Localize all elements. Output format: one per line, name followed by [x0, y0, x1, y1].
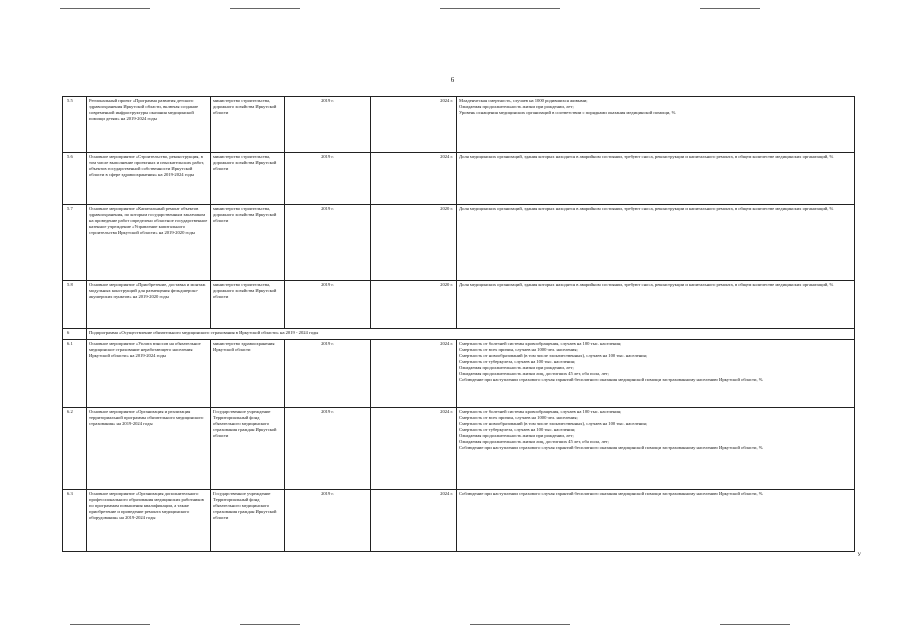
- end-year: 2020 г.: [371, 281, 457, 329]
- indicators: Доля медицинских организаций, здания которых находятся в аварийном состоянии, требуют сноса, реконструкции и капитального ремонта, в общем количестве медицинских организаций, %: [457, 281, 855, 329]
- table-row: [63, 340, 855, 408]
- indicators: Смертность от болезней системы кровообращения, случаев на 100 тыс. населения; Смертность от всех причин, случаев на 1000 чел. населения; Смертность от новообразований (в том числе злокачественных), случаев на 100 тыс. населения; Смертность от туберкулеза, случаев на 100 тыс. населения; Ожидаемая продолжительность жизни при рождении, лет; Ожидаемая продолжительность жизни лиц, достигших 45 лет, оба пола, лет; Соблюдение при наступлении страхового случая гарантий бесплатного оказания медицинской помощи застрахованному населению Иркутской области, %: [457, 408, 855, 490]
- row-number: 5.6: [63, 153, 87, 205]
- row-number: 6.3: [63, 490, 87, 552]
- start-year: 2019 г.: [285, 340, 371, 408]
- subprogram-row: [63, 329, 855, 340]
- end-year: 2024 г.: [371, 408, 457, 490]
- table-row: [63, 97, 855, 153]
- subprogram-title: Подпрограмма «Осуществление обязательного медицинского страхования в Иркутской области» на 2019 - 2024 годы: [87, 329, 855, 340]
- activity-name: Основное мероприятие «Строительство, реконструкция, в том числе выполнение проектных и изыскательских работ, объектов государственной собственности Иркутской области в сфере здравоохранения» на 2019-2024 годы: [87, 153, 211, 205]
- row-number: 5.8: [63, 281, 87, 329]
- indicators: Младенческая смертность, случаев на 1000 родившихся живыми; Ожидаемая продолжительность жизни при рождении, лет; Уровень оснащения медицинских организаций в соответствии с порядками оказания медицинской помощи, %: [457, 97, 855, 153]
- activity-name: Основное мероприятие «Приобретение, доставка и монтаж модульных конструкций для размещения фельдшерско-акушерских пунктов» на 2019-2020 годы: [87, 281, 211, 329]
- indicators: Смертность от болезней системы кровообращения, случаев на 100 тыс. населения; Смертность от всех причин, случаев на 1000 чел. населения; Смертность от новообразований (в том числе злокачественных), случаев на 100 тыс. населения; Смертность от туберкулеза, случаев на 100 тыс. населения; Ожидаемая продолжительность жизни при рождении, лет; Ожидаемая продолжительность жизни лиц, достигших 45 лет, оба пола, лет; Соблюдение при наступлении страхового случая гарантий бесплатного оказания медицинской помощи застрахованному населению Иркутской области, %: [457, 340, 855, 408]
- start-year: 2019 г.: [285, 205, 371, 281]
- scan-artifact-line: [700, 8, 760, 9]
- activity-name: Основное мероприятие «Капитальный ремонт объектов здравоохранения, по которым государственным заказчиком на проведение работ определено областное государственное казенное учреждение «Управление капитального строительства Иркутской области» на 2019-2020 годы: [87, 205, 211, 281]
- activity-name: Региональный проект «Программа развития детского здравоохранения Иркутской области, включая создание современной инфраструктуры оказания медицинской помощи детям» на 2019-2024 годы: [87, 97, 211, 153]
- scan-artifact-line: [240, 624, 300, 625]
- scan-artifact-line: [60, 8, 150, 9]
- start-year: 2019 г.: [285, 97, 371, 153]
- executor: Государственное учреждение Территориальный фонд обязательного медицинского страхования граждан Иркутской области: [211, 490, 285, 552]
- start-year: 2019 г.: [285, 408, 371, 490]
- executor: министерство здравоохранения Иркутской области: [211, 340, 285, 408]
- executor: министерство строительства, дорожного хозяйства Иркутской области: [211, 281, 285, 329]
- start-year: 2019 г.: [285, 281, 371, 329]
- program-table: [62, 96, 855, 552]
- executor: министерство строительства, дорожного хозяйства Иркутской области: [211, 205, 285, 281]
- table-row: [63, 490, 855, 552]
- activity-name: Основное мероприятие «Организация и реализация территориальной программы обязательного медицинского страхования» на 2019-2024 годы: [87, 408, 211, 490]
- start-year: 2019 г.: [285, 153, 371, 205]
- row-number: 5.7: [63, 205, 87, 281]
- activity-name: Основное мероприятие «Организация дополнительного профессионального образования медицинских работников по программам повышения квалификации, а также приобретение и проведение ремонта медицинского оборудования» на 2019-2024 годы: [87, 490, 211, 552]
- scan-artifact-line: [440, 8, 560, 9]
- row-number: 5.5: [63, 97, 87, 153]
- executor: Государственное учреждение Территориальный фонд обязательного медицинского страхования граждан Иркутской области: [211, 408, 285, 490]
- table-row: [63, 153, 855, 205]
- corner-mark: У: [857, 553, 861, 558]
- executor: министерство строительства, дорожного хозяйства Иркутской области: [211, 153, 285, 205]
- executor: министерство строительства, дорожного хозяйства Иркутской области: [211, 97, 285, 153]
- table-row: [63, 281, 855, 329]
- scan-artifact-line: [70, 624, 150, 625]
- scan-artifact-line: [230, 8, 300, 9]
- end-year: 2024 г.: [371, 153, 457, 205]
- end-year: 2020 г.: [371, 205, 457, 281]
- end-year: 2024 г.: [371, 97, 457, 153]
- activity-name: Основное мероприятие «Уплата взносов на обязательное медицинское страхование неработающего населения Иркутской области» на 2019-2024 годы: [87, 340, 211, 408]
- scan-artifact-line: [720, 624, 790, 625]
- table-row: [63, 205, 855, 281]
- indicators: Соблюдение при наступлении страхового случая гарантий бесплатного оказания медицинской помощи застрахованному населению Иркутской области, %: [457, 490, 855, 552]
- end-year: 2024 г.: [371, 340, 457, 408]
- row-number: 6.2: [63, 408, 87, 490]
- table-row: [63, 408, 855, 490]
- subprogram-number: 6: [63, 329, 87, 340]
- end-year: 2024 г.: [371, 490, 457, 552]
- scan-artifact-line: [470, 624, 570, 625]
- indicators: Доля медицинских организаций, здания которых находятся в аварийном состоянии, требуют сноса, реконструкции и капитального ремонта, в общем количестве медицинских организаций, %: [457, 205, 855, 281]
- page-number: 6: [450, 76, 455, 84]
- start-year: 2019 г.: [285, 490, 371, 552]
- row-number: 6.1: [63, 340, 87, 408]
- indicators: Доля медицинских организаций, здания которых находятся в аварийном состоянии, требуют сноса, реконструкции и капитального ремонта, в общем количестве медицинских организаций, %: [457, 153, 855, 205]
